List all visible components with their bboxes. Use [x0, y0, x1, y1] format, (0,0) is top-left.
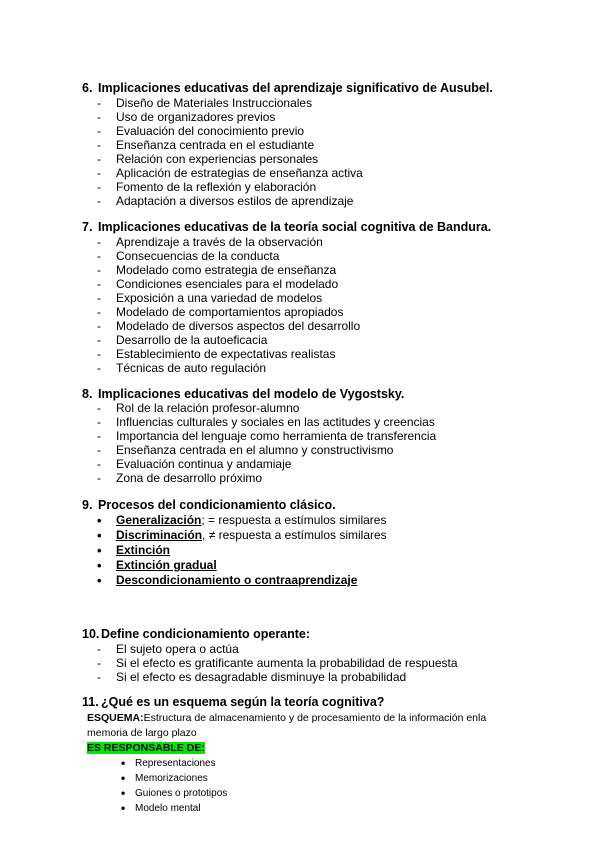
section-8-number: 8.: [82, 387, 93, 401]
list-item: - Uso de organizadores previos: [96, 110, 363, 124]
term: Descondicionamiento o contraaprendizaje: [116, 573, 358, 587]
section-11-number: 11.: [82, 695, 99, 709]
list-item: - Consecuencias de la conducta: [96, 249, 360, 263]
list-item: - Condiciones esenciales para el modelado: [96, 277, 360, 291]
section-7-heading: [82, 220, 491, 234]
list-item: • Modelo mental: [121, 801, 227, 816]
responsible-label-wrap: [87, 741, 205, 755]
section-6-list: [96, 96, 363, 208]
list-item: • Representaciones: [121, 756, 227, 771]
term-description: , ≠ respuesta a estímulos similares: [202, 528, 387, 542]
section-8-heading: [82, 387, 404, 401]
section-6-heading: [82, 81, 493, 95]
schema-definition-line2: memoria de largo plazo: [87, 727, 197, 739]
list-item: - Enseñanza centrada en el alumno y constructivismo: [96, 443, 436, 457]
list-item: - Zona de desarrollo próximo: [96, 471, 436, 485]
term: Generalización: [116, 513, 202, 527]
section-9-number: 9.: [82, 498, 93, 512]
list-item: - Adaptación a diversos estilos de aprendizaje: [96, 194, 363, 208]
list-item: - Fomento de la reflexión y elaboración: [96, 180, 363, 194]
term: Extinción gradual: [116, 558, 217, 572]
schema-label: ESQUEMA:: [87, 712, 144, 724]
schema-text-line1: Estructura de almacenamiento y de procesamiento de la información enla: [143, 712, 487, 724]
list-item: - Influencias culturales y sociales en las actitudes y creencias: [96, 415, 436, 429]
section-10-number: 10.: [82, 627, 100, 641]
list-item: - Rol de la relación profesor-alumno: [96, 401, 436, 415]
list-item: [96, 513, 387, 528]
list-item: - Evaluación continua y andamiaje: [96, 457, 436, 471]
list-item: - Relación con experiencias personales: [96, 152, 363, 166]
term-description: ; = respuesta a estímulos similares: [201, 513, 387, 527]
section-7-title: Implicaciones educativas de la teoría social cognitiva de Bandura.: [98, 220, 492, 234]
list-item: - Si el efecto es desagradable disminuye la probabilidad: [96, 670, 458, 684]
section-7-list: [96, 235, 360, 375]
section-6-number: 6.: [82, 81, 93, 95]
list-item: [96, 528, 387, 543]
section-9-list: [96, 513, 387, 588]
list-item: - Modelado de comportamientos apropiados: [96, 305, 360, 319]
section-8-title: Implicaciones educativas del modelo de Vygostsky.: [98, 387, 405, 401]
list-item: - Aprendizaje a través de la observación: [96, 235, 360, 249]
term: Discriminación: [116, 528, 203, 542]
list-item: - Establecimiento de expectativas realistas: [96, 347, 360, 361]
section-10-list: [96, 642, 458, 684]
list-item: - Si el efecto es gratificante aumenta la probabilidad de respuesta: [96, 656, 458, 670]
section-6-title: Implicaciones educativas del aprendizaje significativo de Ausubel.: [98, 81, 493, 95]
section-7-number: 7.: [82, 220, 93, 234]
schema-definition: [87, 711, 486, 725]
list-item: - El sujeto opera o actúa: [96, 642, 458, 656]
list-item: - Enseñanza centrada en el estudiante: [96, 138, 363, 152]
section-10-title: Define condicionamiento operante:: [101, 627, 311, 641]
list-item: - Diseño de Materiales Instruccionales: [96, 96, 363, 110]
section-9-heading: [82, 498, 336, 512]
list-item: • Memorizaciones: [121, 771, 227, 786]
list-item: - Desarrollo de la autoeficacia: [96, 333, 360, 347]
list-item: - Modelado como estrategia de enseñanza: [96, 263, 360, 277]
list-item: - Exposición a una variedad de modelos: [96, 291, 360, 305]
responsible-label: ES RESPONSABLE DE:: [87, 742, 205, 754]
list-item: - Técnicas de auto regulación: [96, 361, 360, 375]
list-item: - Aplicación de estrategias de enseñanza activa: [96, 166, 363, 180]
list-item: • Guiones o prototipos: [121, 786, 227, 801]
section-11-heading: [82, 695, 384, 709]
section-11-title: ¿Qué es un esquema según la teoría cognitiva?: [101, 695, 385, 709]
section-11-list: [121, 756, 227, 816]
list-item: - Importancia del lenguaje como herramienta de transferencia: [96, 429, 436, 443]
section-9-title: Procesos del condicionamiento clásico.: [98, 498, 336, 512]
term: Extinción: [116, 543, 171, 557]
list-item: [96, 573, 387, 588]
list-item: [96, 543, 387, 558]
section-8-list: [96, 401, 436, 485]
list-item: - Evaluación del conocimiento previo: [96, 124, 363, 138]
list-item: [96, 558, 387, 573]
list-item: - Modelado de diversos aspectos del desarrollo: [96, 319, 360, 333]
section-10-heading: [82, 627, 310, 641]
